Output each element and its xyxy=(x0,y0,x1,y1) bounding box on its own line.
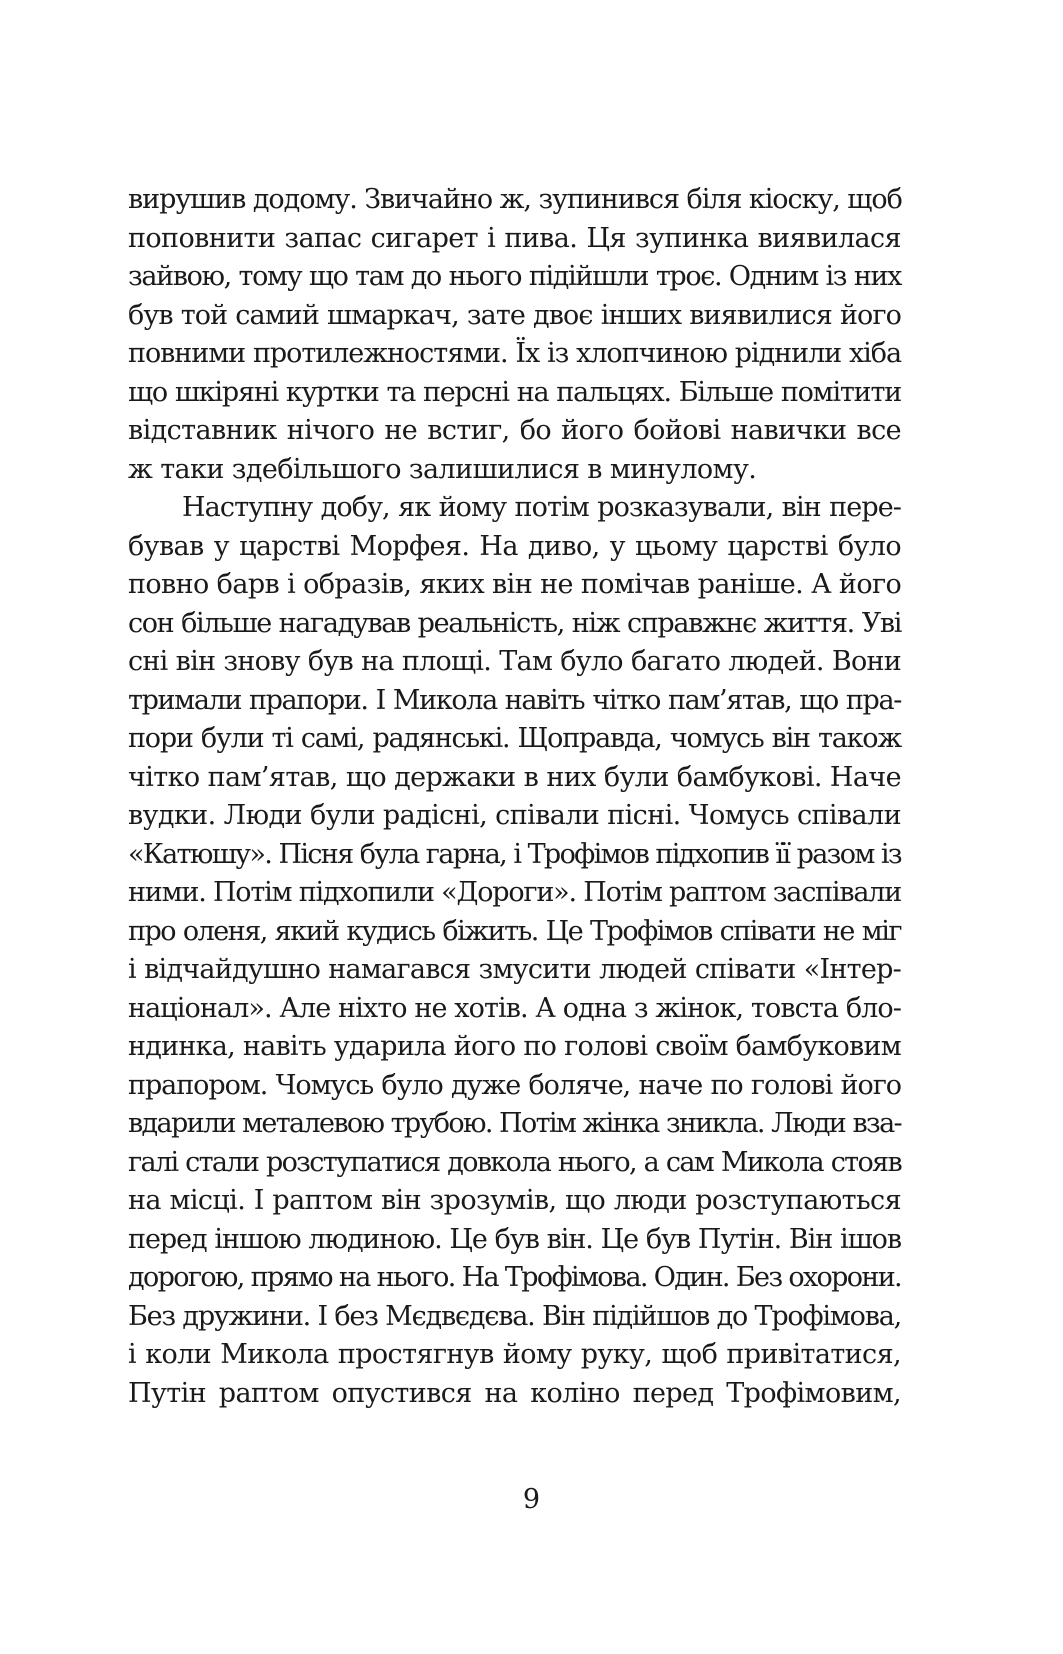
text-line: тримали прапори. І Микола навіть чітко пам’ятав, що пра- xyxy=(128,684,901,716)
page-number: 9 xyxy=(522,1484,541,1515)
text-line: повно барв і образів, яких він не помічав раніше. А його xyxy=(128,569,902,600)
text-line: що шкіряні куртки та персні на пальцях. Більше помітити xyxy=(128,376,901,408)
text-line: бував у царстві Морфея. На диво, у цьому царстві було xyxy=(128,530,901,562)
text-line: Без дружини. І без Мєдвєдєва. Він підійшов до Трофімова, xyxy=(128,1300,901,1332)
text-line: перед іншою людиною. Це був він. Це був Путін. Він ішов xyxy=(128,1223,901,1255)
text-line: вудки. Люди були радісні, співали пісні. Чомусь співали xyxy=(128,800,901,831)
text-line: ж таки здебільшого залишилися в минулому. xyxy=(128,453,757,485)
text-line: повними протилежностями. Їх із хлопчиною ріднили хіба xyxy=(128,338,901,369)
text-line: поповнити запас сигарет і пива. Ця зупинка виявилася xyxy=(128,222,901,254)
text-line: «Катюшу». Пісня була гарна, і Трофімов підхопив її разом із xyxy=(128,838,901,870)
text-line: прапором. Чомусь було дуже боляче, наче по голові його xyxy=(128,1069,901,1101)
text-line: зайвою, тому що там до нього підійшли троє. Одним із них xyxy=(128,261,901,292)
text-line: пори були ті самі, радянські. Щоправда, чомусь він також xyxy=(128,723,901,754)
text-line: вирушив додому. Звичайно ж, зупинився біля кіоску, щоб xyxy=(128,184,902,215)
text-line: сні він знову був на площі. Там було багато людей. Вони xyxy=(128,646,901,677)
text-line: був той самий шмаркач, зате двоє інших виявилися його xyxy=(128,299,901,331)
text-line: націонал». Але ніхто не хотів. А одна з жінок, товста бло- xyxy=(128,992,901,1024)
text-line: Наступну добу, як йому потім розказували, він пере- xyxy=(182,492,901,523)
text-line: дорогою, прямо на нього. На Трофімова. Один. Без охорони. xyxy=(128,1262,901,1293)
text-line: і відчайдушно намагався змусити людей співати «Інтер- xyxy=(128,954,901,985)
body-text xyxy=(128,181,901,1413)
text-line: сон більше нагадував реальність, ніж справжнє життя. Уві xyxy=(128,607,901,639)
text-line: відставник нічого не встиг, бо його бойові навички все xyxy=(128,415,901,446)
text-line: ними. Потім підхопили «Дороги». Потім раптом заспівали xyxy=(128,877,901,908)
text-line: на місці. І раптом він зрозумів, що люди розступаються xyxy=(128,1185,901,1216)
text-line: ндинка, навіть ударила його по голові своїм бамбуковим xyxy=(128,1031,901,1062)
text-line: вдарили металевою трубою. Потім жінка зникла. Люди вза- xyxy=(128,1108,901,1139)
text-line: галі стали розступатися довкола нього, а сам Микола стояв xyxy=(128,1146,901,1178)
text-line: і коли Микола простягнув йому руку, щоб привітатися, xyxy=(128,1339,901,1370)
text-line: Путін раптом опустився на коліно перед Трофімовим, xyxy=(128,1377,901,1409)
text-line: чітко пам’ятав, що держаки в них були бамбукові. Наче xyxy=(128,761,901,793)
text-line: про оленя, який кудись біжить. Це Трофімов співати не міг xyxy=(128,915,901,947)
